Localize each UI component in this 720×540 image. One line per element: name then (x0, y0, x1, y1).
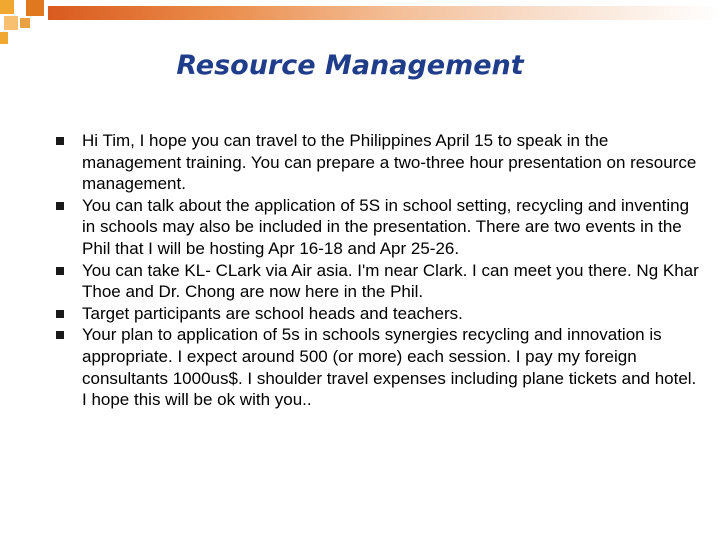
bullet-item (40, 303, 700, 325)
corner-decoration (0, 32, 8, 44)
bullet-text: You can take KL- CLark via Air asia. I'm near Clark. I can meet you there. Ng Khar Thoe and Dr. Chong are now here in the Phil. (82, 260, 699, 302)
bullet-text: Your plan to application of 5s in schools synergies recycling and innovation is appropriate. I expect around 500 (or more) each session. I pay my foreign consultants 1000us$. I shoulder travel expenses including plane tickets and hotel. I hope this will be ok with you.. (82, 325, 697, 410)
corner-decoration (4, 16, 18, 30)
square-bullet-icon (56, 310, 64, 318)
header-gradient-bar (48, 6, 720, 20)
bullet-item (40, 130, 700, 195)
corner-decoration (20, 18, 30, 28)
corner-decoration (0, 0, 14, 14)
square-bullet-icon (56, 331, 64, 339)
square-bullet-icon (56, 267, 64, 275)
corner-decoration (26, 0, 44, 16)
bullet-item (40, 260, 700, 303)
corner-decoration (14, 0, 26, 10)
bullet-text: Hi Tim, I hope you can travel to the Philippines April 15 to speak in the management training. You can prepare a two-three hour presentation on resource management. (82, 131, 697, 194)
square-bullet-icon (56, 137, 64, 145)
bullet-list (40, 130, 700, 411)
bullet-text: Target participants are school heads and teachers. (82, 303, 463, 323)
bullet-text: You can talk about the application of 5S in school setting, recycling and inventing in schools may also be included in the presentation. There are two events in the Phil that I will be hosting Apr 16-18 and Apr 25-26. (82, 195, 690, 258)
bullet-item (40, 195, 700, 260)
slide-title: Resource Management (176, 50, 524, 81)
bullet-item (40, 324, 700, 410)
square-bullet-icon (56, 202, 64, 210)
